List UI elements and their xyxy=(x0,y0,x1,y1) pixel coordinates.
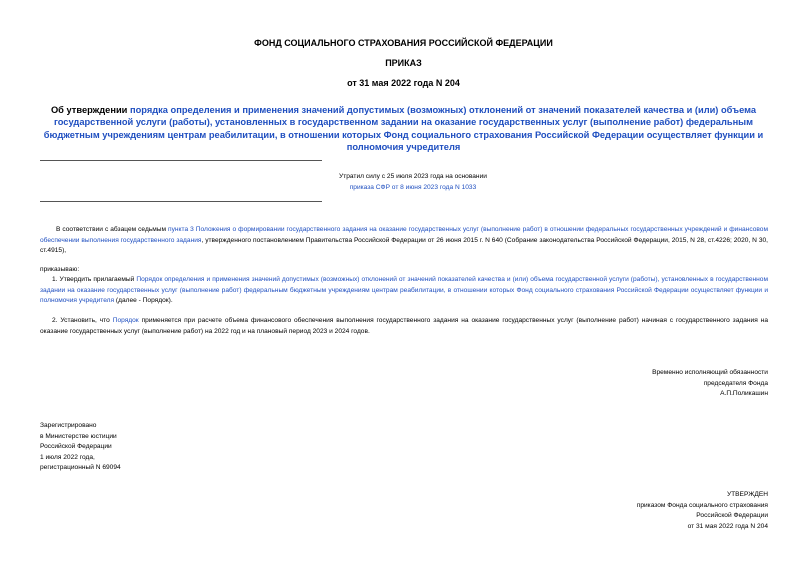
status-note xyxy=(308,172,518,193)
item-1-paragraph xyxy=(40,275,768,307)
approval-line-3: Российской Федерации xyxy=(696,512,768,519)
approval-line-1: УТВЕРЖДЕН xyxy=(726,491,768,498)
doc-date-number: от 31 мая 2022 года N 204 xyxy=(347,78,460,88)
org-name: ФОНД СОЦИАЛЬНОГО СТРАХОВАНИЯ РОССИЙСКОЙ ФЕДЕРАЦИИ xyxy=(254,38,553,48)
separator-line-bottom xyxy=(40,201,322,202)
status-note-text: Утратил силу с 25 июля 2023 года на основании xyxy=(339,173,487,180)
registration-line-5: регистрационный N 69094 xyxy=(40,464,121,471)
signature-line-2: председателя Фонда xyxy=(703,379,768,387)
item-1-link[interactable]: Порядок определения и применения значений допустимых (возможных) отклонений от значений показателей качества и (или) объема государственной услуги (работы), установленных в государственном задании на оказание государственных услуг (выполнение работ) федеральным бюджетным учреждениям центрам реабилитации, в отношении которых Фонд социального страхования Российской Федерации осуществляет функции и полномочия учредителя xyxy=(40,276,768,304)
approval-line-2: приказом Фонда социального страхования xyxy=(636,501,768,509)
registration-line-4: 1 июля 2022 года, xyxy=(40,453,95,461)
registration-line-3: Российской Федерации xyxy=(40,443,112,450)
signature-line-3: А.П.Поликашин xyxy=(720,390,768,397)
registration-line-2: в Министерстве юстиции xyxy=(40,432,117,440)
approval-block xyxy=(540,490,768,532)
item-2-text-2: применяется при расчете объема финансового обеспечения выполнения государственного задания на оказание государственных услуг (выполнение работ) начиная с государственного задания на оказание государственных услуг (выполнение работ) на 2022 год и на плановый период 2023 и 2024 годов. xyxy=(40,317,768,335)
signature-line-1: Временно исполняющий обязанности xyxy=(652,369,768,376)
preamble-link[interactable]: пункта 3 Положения о формировании государственного задания на оказание государственных услуг (выполнение работ) в отношении федеральных государственных учреждений и финансовом обеспечении выполнения государственного задания xyxy=(40,226,768,244)
preamble-paragraph xyxy=(40,225,768,257)
item-2-paragraph xyxy=(40,316,768,337)
title-order-link[interactable]: порядка определения и применения значений допустимых (возможных) отклонений от значений показателей качества и (или) объема государственной услуги (работы), установленных в государственном задании на оказание государственных услуг (выполнение работ) федеральным бюджетным учреждениям центрам реабилитации, в отношении которых Фонд социального страхования Российской Федерации осуществляет функции и полномочия учредителя xyxy=(43,105,764,153)
registration-block xyxy=(40,421,240,474)
item-1-text-2: (далее - Порядок). xyxy=(114,297,173,304)
separator-line-top xyxy=(40,160,322,161)
item-1-text-1: 1. Утвердить прилагаемый xyxy=(52,276,137,283)
signature-block xyxy=(540,368,768,400)
item-2-text-1: 2. Установить, что xyxy=(52,317,113,324)
status-note-link[interactable]: приказа СФР от 8 июня 2023 года N 1033 xyxy=(349,183,477,191)
doc-type: ПРИКАЗ xyxy=(385,58,422,68)
preamble-text-2: , утвержденного постановлением Правительства Российской Федерации от 26 июня 2015 г. N 640 (Собрание законодательства Российской Федерации, 2015, N 28, ст.4226; 2020, N 30, ст.4915), xyxy=(40,236,768,254)
item-2-link[interactable]: Порядок xyxy=(112,317,139,324)
approval-line-4: от 31 мая 2022 года N 204 xyxy=(687,522,768,530)
document-title xyxy=(28,104,779,154)
registration-line-1: Зарегистрировано xyxy=(40,422,97,429)
preamble-text-1: В соответствии с абзацем седьмым xyxy=(56,226,169,233)
title-prefix: Об утверждении xyxy=(50,105,130,115)
order-word: приказываю: xyxy=(40,266,80,273)
